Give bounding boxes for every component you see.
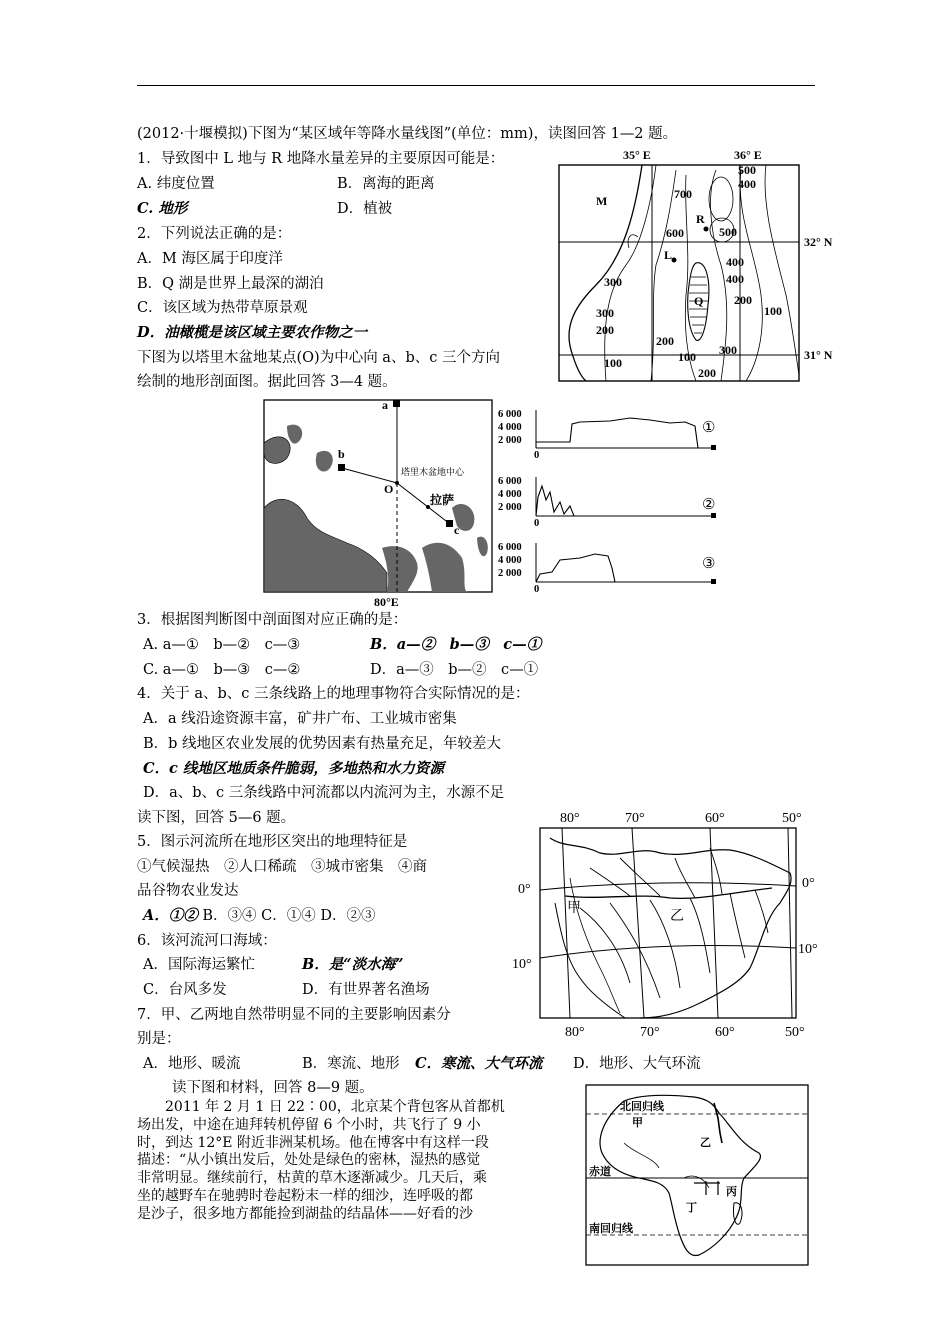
- q4-stem: 4．关于 a、b、c 三条线路上的地理事物符合实际情况的是：: [137, 686, 530, 702]
- intro-q3-4-line2: 绘制的地形剖面图。据此回答 3—4 题。: [137, 374, 397, 390]
- svg-text:4 000: 4 000: [498, 422, 522, 433]
- q7-stem-line2: 别是：: [137, 1031, 181, 1047]
- q6-option-d: D．有世界著名渔场: [302, 982, 430, 998]
- svg-text:60°: 60°: [715, 1025, 735, 1040]
- intro-q1-2: (2012·十堰模拟)下图为“某区域年等降水量线图”(单位：mm)，读图回答 1—2 题。: [137, 126, 678, 142]
- map1-sea-m: M: [596, 194, 608, 208]
- q5-options-line2: 品谷物农业发达: [137, 883, 239, 899]
- q7-option-d: D．地形、大气环流: [573, 1056, 701, 1072]
- map4-label-tropic-s: 南回归线: [589, 1223, 633, 1235]
- map3-top-lons: [560, 811, 802, 826]
- q6-option-a: A．国际海运繁忙: [143, 957, 255, 973]
- q1-stem: 1．导致图中 L 地与 R 地降水量差异的主要原因可能是：: [137, 151, 505, 167]
- q1-option-a: A. 纬度位置: [137, 176, 215, 192]
- map2-point-o: [395, 481, 399, 485]
- svg-text:400: 400: [738, 177, 756, 191]
- svg-text:200: 200: [656, 334, 674, 348]
- map3-lat-right-10: 10°: [798, 942, 818, 957]
- svg-text:300: 300: [719, 343, 737, 357]
- tarim-profile-map: [262, 398, 494, 608]
- svg-text:300: 300: [604, 275, 622, 289]
- passage-line-7: 是沙子，很多地方都能捡到湖盐的结晶体——好看的沙: [137, 1206, 473, 1222]
- passage-line-6: 坐的越野车在驰骋时卷起粉末一样的细沙，连呼吸的都: [137, 1188, 473, 1204]
- svg-text:100: 100: [678, 350, 696, 364]
- svg-text:60°: 60°: [705, 811, 725, 826]
- svg-text:200: 200: [596, 323, 614, 337]
- profile3-line: [536, 554, 615, 582]
- map3-lat-left-0: 0°: [518, 882, 531, 897]
- q1-option-b: B．离海的距离: [337, 176, 435, 192]
- svg-text:500: 500: [719, 225, 737, 239]
- terrain-profiles: [490, 402, 735, 602]
- svg-text:200: 200: [734, 293, 752, 307]
- svg-text:400: 400: [726, 272, 744, 286]
- profile2-axis: [498, 476, 539, 529]
- map1-point-l: [672, 258, 677, 263]
- map3-lat-right-0: 0°: [802, 876, 815, 891]
- map4-label-bing: 丙: [726, 1186, 737, 1198]
- q6-option-b: B．是“淡水海”: [302, 956, 404, 973]
- map1-label-q: Q: [694, 294, 704, 308]
- q3-option-c: C. a—① b—③ c—②: [143, 662, 301, 678]
- map3-lat-10: [540, 946, 796, 958]
- svg-text:400: 400: [726, 255, 744, 269]
- q2-option-c: C．该区域为热带草原景观: [137, 300, 308, 316]
- svg-text:0: 0: [534, 518, 540, 529]
- profile1-label: ①: [702, 420, 716, 436]
- map1-lat-bottom: 31° N: [804, 348, 833, 362]
- profile3-axis: [498, 542, 539, 595]
- map3-equator: [540, 883, 796, 890]
- svg-text:4 000: 4 000: [498, 555, 522, 566]
- map4-label-jia: 甲: [632, 1117, 643, 1129]
- passage-line-1: 2011 年 2 月 1 日 22∶00，北京某个背包客从首都机: [137, 1099, 505, 1115]
- svg-text:80°: 80°: [565, 1025, 585, 1040]
- q6-option-c: C．台风多发: [143, 982, 227, 998]
- q2-option-b: B．Q 湖是世界上最深的湖泊: [137, 276, 324, 292]
- q6-stem: 6．该河流河口海域：: [137, 933, 277, 949]
- map2-line-b: [342, 468, 397, 483]
- map1-lon-left: 35° E: [623, 148, 651, 162]
- svg-text:500: 500: [738, 163, 756, 177]
- map3-bottom-lons: [565, 1025, 805, 1040]
- map4-label-yi: 乙: [700, 1137, 711, 1149]
- map4-label-equator: 赤道: [589, 1166, 611, 1178]
- svg-text:600: 600: [666, 226, 684, 240]
- map3-lon-60: [710, 828, 718, 1018]
- passage-line-5: 非常明显。继续前行，枯黄的草木逐渐减少。几天后，乘: [137, 1170, 487, 1186]
- svg-text:50°: 50°: [782, 811, 802, 826]
- q1-option-d: D．植被: [337, 201, 393, 217]
- svg-text:70°: 70°: [640, 1025, 660, 1040]
- q2-option-d: D．油橄榄是该区域主要农作物之一: [137, 324, 368, 341]
- svg-text:0: 0: [534, 450, 540, 461]
- map2-label-c: c: [454, 523, 460, 537]
- q3-option-b: B．a—② b—③ c—①: [370, 636, 542, 653]
- map1-label-l: L: [664, 248, 673, 262]
- svg-text:0: 0: [534, 584, 540, 595]
- map1-point-r: [704, 227, 709, 232]
- svg-text:300: 300: [596, 306, 614, 320]
- intro-q8-9: 读下图和材料，回答 8—9 题。: [172, 1080, 374, 1096]
- map4-label-tropic-n: 北回归线: [620, 1101, 664, 1113]
- q4-option-b: B．b 线地区农业发展的优势因素有热量充足，年较差大: [143, 736, 502, 752]
- map3-label-jia: 甲: [567, 901, 581, 916]
- map4-label-ding: 丁: [686, 1202, 697, 1214]
- map2-label-lhasa: 拉萨: [430, 493, 455, 507]
- q3-stem: 3．根据图判断图中剖面图对应正确的是：: [137, 612, 408, 628]
- q1-option-c: C. 地形: [137, 200, 188, 217]
- profile1-line: [536, 418, 698, 448]
- q7-stem-line1: 7．甲、乙两地自然带明显不同的主要影响因素分: [137, 1007, 451, 1023]
- map2-label-o: O: [384, 482, 394, 496]
- q5-answers: [143, 906, 375, 926]
- q7-option-a: A．地形、暖流: [143, 1056, 241, 1072]
- map3-coast: [550, 838, 791, 1018]
- profile2-line: [536, 486, 714, 516]
- q2-option-a: A．M 海区属于印度洋: [137, 251, 283, 267]
- q4-option-c: C．c 线地区地质条件脆弱，多地热和水力资源: [143, 760, 444, 777]
- q3-option-a: A. a—① b—② c—③: [143, 637, 301, 653]
- svg-text:80°: 80°: [560, 811, 580, 826]
- q5-stem: 5．图示河流所在地形区突出的地理特征是: [137, 834, 408, 850]
- svg-text:100: 100: [604, 356, 622, 370]
- svg-text:4 000: 4 000: [498, 489, 522, 500]
- q4-option-d: D．a、b、c 三条线路中河流都以内流河为主，水源不足: [143, 785, 505, 801]
- svg-text:2 000: 2 000: [498, 568, 522, 579]
- profile1-axis: [498, 409, 539, 461]
- intro-q5-6: 读下图，回答 5—6 题。: [137, 810, 296, 826]
- map3-lat-left-10: 10°: [512, 957, 532, 972]
- profile2-label: ②: [702, 497, 716, 513]
- africa-map: [584, 1083, 812, 1267]
- map3-main-river: [565, 888, 772, 898]
- map4-nile: [714, 1103, 722, 1143]
- svg-text:6 000: 6 000: [498, 476, 522, 487]
- map1-lat-top: 32° N: [804, 235, 833, 249]
- map2-label-center: 塔里木盆地中心: [401, 467, 465, 477]
- q2-stem: 2．下列说法正确的是：: [137, 226, 292, 242]
- map3-lon-50: [788, 828, 792, 1018]
- amazon-map: [510, 808, 830, 1040]
- q5-answer-rest: B．③④ C．①④ D．②③: [202, 908, 376, 924]
- map2-end-a: [393, 400, 400, 407]
- svg-text:100: 100: [764, 304, 782, 318]
- svg-text:6 000: 6 000: [498, 542, 522, 553]
- svg-text:70°: 70°: [625, 811, 645, 826]
- header-rule: [137, 85, 815, 86]
- map2-lake-balkhash: [316, 451, 333, 472]
- map2-label-b: b: [338, 447, 345, 461]
- svg-text:700: 700: [674, 187, 692, 201]
- q5-answer-a: A．①②: [143, 907, 198, 924]
- q7-option-b: B．寒流、地形: [302, 1056, 400, 1072]
- svg-text:2 000: 2 000: [498, 435, 522, 446]
- profile3-label: ③: [702, 556, 716, 572]
- map2-label-lon: 80°E: [374, 595, 399, 608]
- map2-end-c: [446, 520, 453, 527]
- q3-option-d: D．a—③ b—② c—①: [370, 662, 539, 678]
- map3-lon-80: [562, 828, 570, 1018]
- svg-text:200: 200: [698, 366, 716, 380]
- map3-lon-70: [632, 828, 644, 1018]
- intro-q3-4-line1: 下图为以塔里木盆地某点(O)为中心向 a、b、c 三个方向: [137, 350, 500, 366]
- passage-line-3: 时，到达 12°E 附近非洲某机场。他在博客中有这样一段: [137, 1135, 489, 1151]
- map2-caspian-area: [264, 437, 290, 464]
- passage-line-2: 场出发，中途在迪拜转机停留 6 个小时，共飞行了 9 小: [137, 1117, 481, 1133]
- passage-line-4: 描述：“从小镇出发后，处处是绿色的密林，湿热的感觉: [137, 1152, 481, 1168]
- map1-isoline-values: [596, 163, 782, 380]
- svg-text:50°: 50°: [785, 1025, 805, 1040]
- map3-label-yi: 乙: [670, 909, 684, 924]
- map2-label-a: a: [382, 398, 388, 412]
- map3-frame: [540, 828, 796, 1018]
- map1-lon-right: 36° E: [734, 148, 762, 162]
- q7-option-c: C．寒流、大气环流: [415, 1055, 543, 1072]
- q5-options-line1: ①气候湿热 ②人口稀疏 ③城市密集 ④商: [137, 859, 427, 875]
- svg-text:6 000: 6 000: [498, 409, 522, 420]
- isohyet-map: [556, 145, 846, 385]
- svg-text:2 000: 2 000: [498, 502, 522, 513]
- map1-label-r: R: [696, 212, 705, 226]
- map2-land-south: [264, 499, 387, 592]
- q4-option-a: A．a 线沿途资源丰富，矿井广布、工业城市密集: [143, 711, 457, 727]
- map2-end-b: [338, 464, 345, 471]
